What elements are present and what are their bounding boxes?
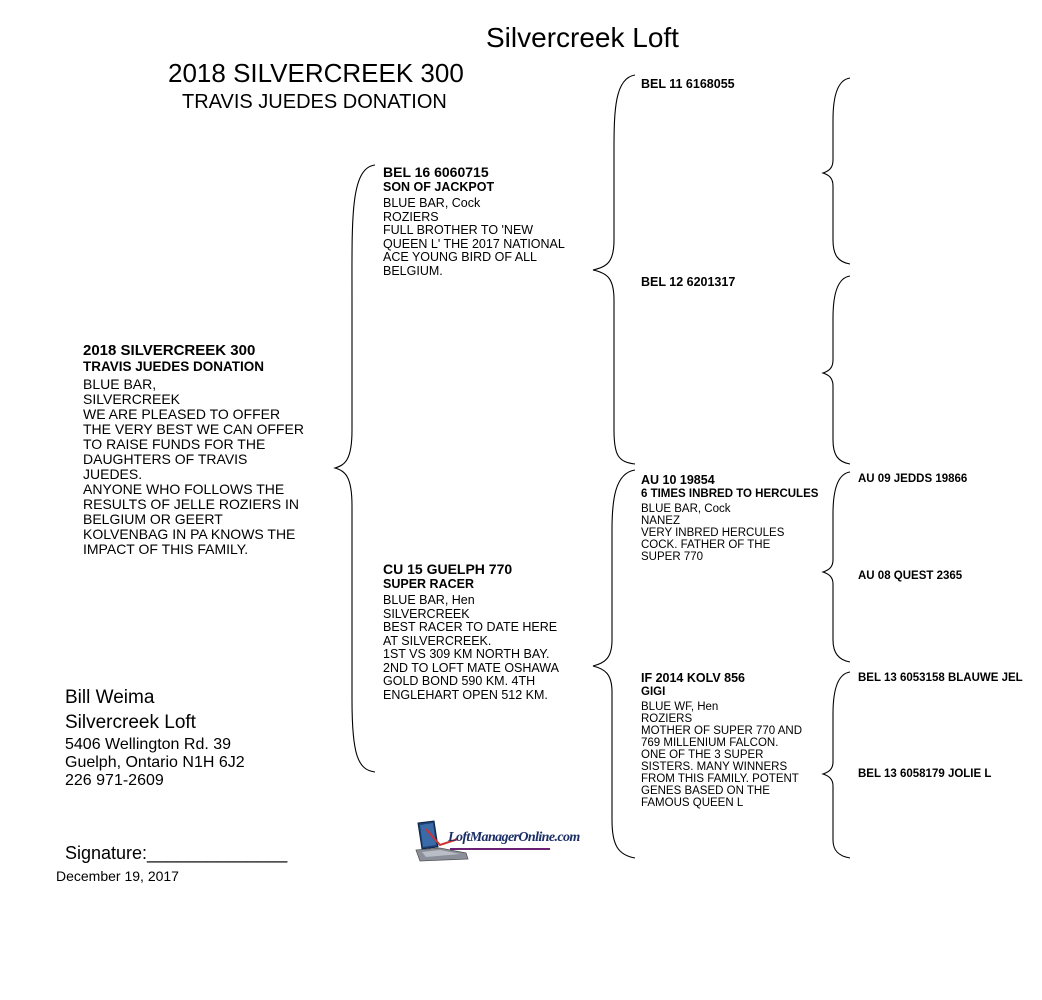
subject-note-line: IMPACT OF THIS FAMILY. [83,541,249,557]
subject-note-line: RESULTS OF JELLE ROZIERS IN [83,496,300,512]
dam-dam-note-line: FROM THIS FAMILY. POTENT [641,773,799,785]
subject-name: TRAVIS JUEDES DONATION [83,359,265,374]
owner-name: Bill Weima [65,687,155,708]
owner-address-line1: 5406 Wellington Rd. 39 [65,736,232,753]
subject-note-line: ANYONE WHO FOLLOWS THE [83,481,285,497]
dam-sire-ring: AU 10 19854 [641,473,715,487]
dam-bird [383,561,559,702]
dam-sire-note-line: COCK. FATHER OF THE [641,539,771,551]
subject-notes [83,377,304,557]
subject-note-line: DAUGHTERS OF TRAVIS [83,451,248,467]
subject-ring: 2018 SILVERCREEK 300 [83,342,256,359]
dam-dam-note-line: ROZIERS [641,713,693,725]
dam-sire-note-line: VERY INBRED HERCULES [641,527,785,539]
owner-info [65,685,245,790]
brace-sire-dam [823,276,850,464]
logo-text: LoftManagerOnline.com [448,830,580,845]
sire-note-line: BLUE BAR, Cock [383,196,481,210]
dam-note-line: 2ND TO LOFT MATE OSHAWA [383,660,559,675]
dam-note-line: BEST RACER TO DATE HERE [383,620,558,634]
dam-note-line: AT SILVERCREEK. [383,633,492,648]
dam-dam-note-line: FAMOUS QUEEN L [641,797,744,809]
owner-phone: 226 971-2609 [65,772,164,789]
dam-sire-bird [641,473,818,563]
gen3-bird: AU 09 JEDDS 19866 [858,473,968,485]
brace-sire [593,75,635,464]
dam-dam-note-line: MOTHER OF SUPER 770 AND [641,725,803,737]
sire-ring: BEL 16 6060715 [383,164,489,180]
dam-dam-note-line: ONE OF THE 3 SUPER [641,749,764,761]
dam-sire-note-line: SUPER 770 [641,551,704,563]
subject-note-line: SILVERCREEK [83,391,180,407]
subject-note-line: TO RAISE FUNDS FOR THE [83,436,266,452]
dam-name: SUPER RACER [383,577,474,591]
dam-sire-notes [641,503,818,563]
dam-dam-notes [641,701,802,809]
subject-note-line: JUEDES. [83,466,143,482]
sire-dam-ring: BEL 12 6201317 [641,275,736,289]
brace-dam [593,470,635,858]
dam-note-line: BLUE BAR, Hen [383,593,475,607]
dam-notes [383,594,559,702]
sire-name: SON OF JACKPOT [383,180,495,194]
dam-sire-note-line: NANEZ [641,515,680,527]
sire-sire-bird [641,77,735,91]
subject-note-line: BLUE BAR, [83,376,157,392]
dam-ring: CU 15 GUELPH 770 [383,561,513,577]
subject-note-line: KOLVENBAG IN PA KNOWS THE [83,526,296,542]
sire-note-line: BELGIUM. [383,263,443,278]
subject-note-line: BELGIUM OR GEERT [83,511,223,527]
dam-sire-note-line: BLUE BAR, Cock [641,503,731,515]
brace-dam-dam [823,672,850,858]
gen3-bird: BEL 13 6053158 BLAUWE JEL [858,672,1023,684]
brace-sire-sire [823,78,850,264]
subject-note-line: THE VERY BEST WE CAN OFFER [83,421,304,437]
sire-note-line: FULL BROTHER TO 'NEW [383,223,534,237]
logo-underline [450,848,550,850]
pedigree-title: 2018 SILVERCREEK 300 [168,58,464,88]
subject-note-line: WE ARE PLEASED TO OFFER [83,406,281,422]
gen3-bird: BEL 13 6058179 JOLIE L [858,768,992,780]
dam-note-line: ENGLEHART OPEN 512 KM. [383,687,548,702]
dam-dam-note-line: GENES BASED ON THE [641,785,770,797]
pedigree-subtitle: TRAVIS JUEDES DONATION [182,91,447,113]
dam-dam-ring: IF 2014 KOLV 856 [641,671,745,685]
dam-dam-bird [641,671,802,809]
print-date: December 19, 2017 [56,868,179,884]
signature-line: Signature:______________ [65,843,288,863]
dam-dam-note-line: 769 MILLENIUM FALCON. [641,737,779,749]
dam-sire-name: 6 TIMES INBRED TO HERCULES [641,488,819,500]
subject-bird [83,342,304,557]
brace-dam-sire [823,472,850,662]
owner-address-line2: Guelph, Ontario N1H 6J2 [65,754,245,771]
loftmanager-logo [414,819,580,863]
sire-note-line: ROZIERS [383,209,439,224]
dam-note-line: SILVERCREEK [383,606,470,621]
sire-sire-ring: BEL 11 6168055 [641,77,735,91]
gen3-bird: AU 08 QUEST 2365 [858,570,963,582]
sire-dam-bird [641,275,735,289]
loft-heading: Silvercreek Loft [486,22,679,53]
brace-subject [335,165,375,772]
sire-note-line: QUEEN L' THE 2017 NATIONAL [383,236,565,251]
dam-dam-note-line: BLUE WF, Hen [641,701,719,713]
sire-notes [383,197,565,278]
sire-note-line: ACE YOUNG BIRD OF ALL [383,250,537,264]
owner-loft: Silvercreek Loft [65,712,196,733]
dam-note-line: 1ST VS 309 KM NORTH BAY. [383,647,550,661]
dam-dam-name: GIGI [641,686,666,698]
dam-note-line: GOLD BOND 590 KM. 4TH [383,674,536,688]
dam-dam-note-line: SISTERS. MANY WINNERS [641,761,788,773]
sire-bird [383,164,565,278]
